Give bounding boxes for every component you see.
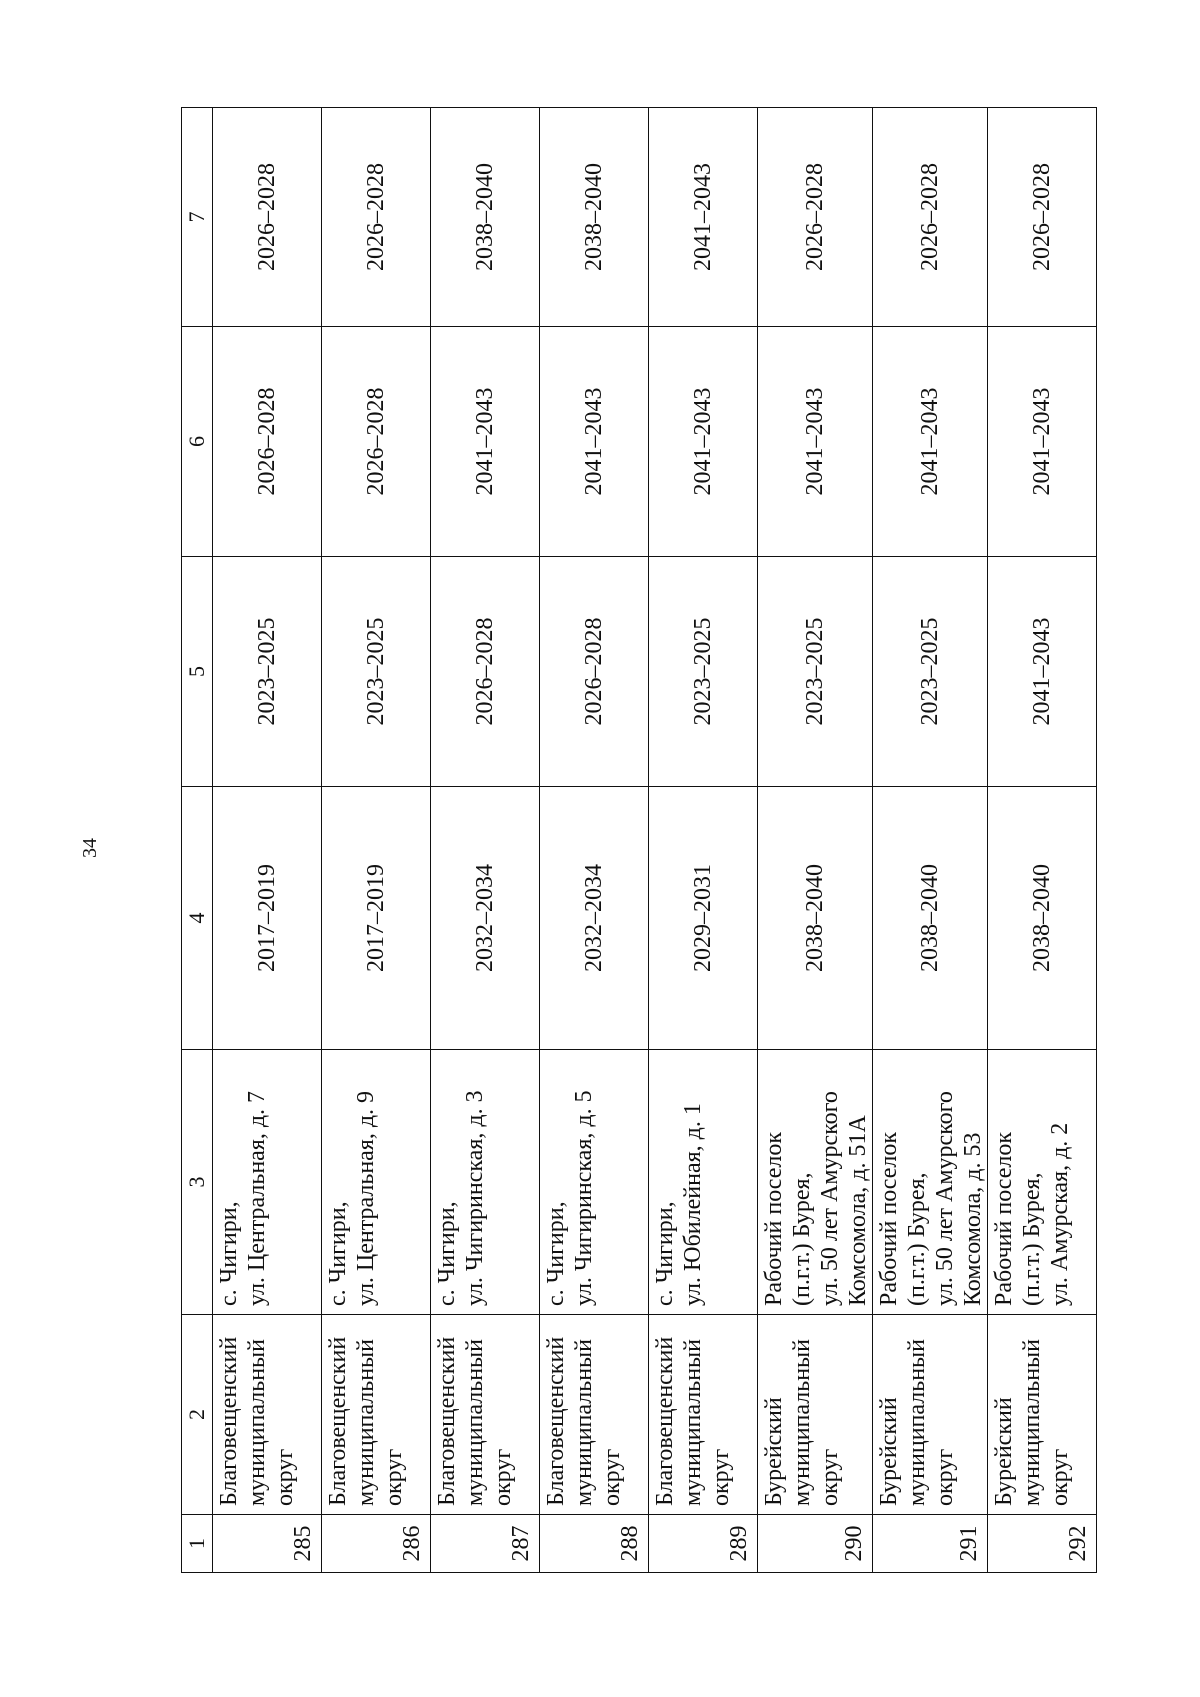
cell-text: 2026–2028 [1029, 163, 1055, 271]
page-number: 34 [79, 838, 101, 858]
table-body [213, 108, 1097, 1573]
period-col5-cell [988, 557, 1097, 787]
period-col6-cell [649, 327, 758, 557]
cell-text: 2017–2019 [254, 864, 280, 972]
cell-text: Бурейский муниципальный округ [876, 1338, 958, 1506]
cell-text: 287 [508, 1525, 534, 1562]
period-col5-cell [540, 557, 649, 787]
period-col7-cell [649, 108, 758, 327]
period-col5-cell [213, 557, 322, 787]
cell-text: 2023–2025 [254, 617, 280, 726]
period-col4-cell [873, 787, 988, 1050]
cell-text: 292 [1065, 1525, 1091, 1562]
cell-text: 2038–2040 [472, 163, 498, 271]
cell-text: 2038–2040 [1029, 864, 1055, 972]
cell-text: Благовещенский муниципальный округ [216, 1336, 298, 1506]
header-cell: 2 [182, 1315, 213, 1515]
cell-text: Благовещенский муниципальный округ [434, 1336, 516, 1506]
cell-text: 291 [956, 1525, 982, 1562]
cell-text: Бурейский муниципальный округ [991, 1338, 1073, 1506]
period-col7-cell [322, 108, 431, 327]
cell-text: 2041–2043 [917, 387, 943, 496]
address-cell [322, 1050, 431, 1315]
table-row [988, 108, 1097, 1573]
row-number-cell [988, 1515, 1097, 1573]
address-cell [758, 1050, 873, 1315]
cell-text: с. Чигири, ул. Чигиринская, д. 3 [434, 1090, 488, 1306]
row-number-cell [649, 1515, 758, 1573]
table-row [540, 108, 649, 1573]
period-col4-cell [758, 787, 873, 1050]
period-col6-cell [431, 327, 540, 557]
municipality-cell [873, 1315, 988, 1515]
schedule-table [181, 107, 1097, 1573]
cell-text: 2029–2031 [690, 864, 716, 972]
period-col4-cell [988, 787, 1097, 1050]
cell-text: 2026–2028 [254, 387, 280, 496]
period-col7-cell [431, 108, 540, 327]
address-cell [988, 1050, 1097, 1315]
cell-text: Рабочий поселок (п.г.т.) Бурея, ул. 50 лет Амурского Комсомола, д. 51А [761, 1091, 871, 1306]
period-col7-cell [213, 108, 322, 327]
cell-text: 285 [290, 1525, 316, 1562]
period-col4-cell [649, 787, 758, 1050]
cell-text: 2026–2028 [363, 387, 389, 496]
municipality-cell [540, 1315, 649, 1515]
cell-text: 2041–2043 [581, 387, 607, 496]
cell-text: 2026–2028 [363, 163, 389, 271]
table-row [873, 108, 988, 1573]
municipality-cell [322, 1315, 431, 1515]
period-col6-cell [322, 327, 431, 557]
table-row [322, 108, 431, 1573]
period-col5-cell [322, 557, 431, 787]
municipality-cell [988, 1315, 1097, 1515]
table-row [758, 108, 873, 1573]
period-col5-cell [873, 557, 988, 787]
cell-text: 2032–2034 [581, 864, 607, 972]
cell-text: 289 [726, 1525, 752, 1562]
cell-text: 286 [399, 1525, 425, 1562]
cell-text: 2023–2025 [690, 617, 716, 726]
row-number-cell [873, 1515, 988, 1573]
cell-text: 2026–2028 [802, 163, 828, 271]
header-cell: 7 [182, 108, 213, 327]
period-col6-cell [873, 327, 988, 557]
municipality-cell [649, 1315, 758, 1515]
cell-text: 2026–2028 [581, 617, 607, 726]
cell-text: 2032–2034 [472, 864, 498, 972]
period-col4-cell [540, 787, 649, 1050]
cell-text: 2026–2028 [254, 163, 280, 271]
cell-text: 2026–2028 [472, 617, 498, 726]
period-col4-cell [322, 787, 431, 1050]
cell-text: с. Чигири, ул. Юбилейная, д. 1 [652, 1103, 706, 1306]
cell-text: с. Чигири, ул. Центральная, д. 9 [325, 1090, 379, 1306]
municipality-cell [213, 1315, 322, 1515]
period-col6-cell [540, 327, 649, 557]
cell-text: 290 [841, 1525, 867, 1562]
header-cell: 1 [182, 1515, 213, 1573]
cell-text: 288 [617, 1525, 643, 1562]
cell-text: 2041–2043 [690, 163, 716, 271]
cell-text: Благовещенский муниципальный округ [652, 1336, 734, 1506]
table-row [431, 108, 540, 1573]
cell-text: 2041–2043 [1029, 387, 1055, 496]
cell-text: Благовещенский муниципальный округ [325, 1336, 407, 1506]
table-row [213, 108, 322, 1573]
municipality-cell [431, 1315, 540, 1515]
period-col7-cell [758, 108, 873, 327]
address-cell [873, 1050, 988, 1315]
cell-text: Рабочий поселок (п.г.т.) Бурея, ул. Амурская, д. 2 [991, 1122, 1073, 1306]
address-cell [649, 1050, 758, 1315]
cell-text: 2023–2025 [802, 617, 828, 726]
row-number-cell [758, 1515, 873, 1573]
address-cell [213, 1050, 322, 1315]
period-col6-cell [988, 327, 1097, 557]
table-container [181, 108, 1091, 1573]
cell-text: 2023–2025 [363, 617, 389, 726]
cell-text: Бурейский муниципальный округ [761, 1338, 843, 1506]
cell-text: с. Чигири, ул. Центральная, д. 7 [216, 1090, 270, 1306]
municipality-cell [758, 1315, 873, 1515]
period-col5-cell [758, 557, 873, 787]
cell-text: 2041–2043 [1029, 617, 1055, 726]
period-col4-cell [213, 787, 322, 1050]
row-number-cell [322, 1515, 431, 1573]
period-col7-cell [540, 108, 649, 327]
cell-text: 2038–2040 [917, 864, 943, 972]
header-cell: 5 [182, 557, 213, 787]
period-col6-cell [758, 327, 873, 557]
period-col4-cell [431, 787, 540, 1050]
cell-text: 2038–2040 [581, 163, 607, 271]
period-col5-cell [649, 557, 758, 787]
row-number-cell [540, 1515, 649, 1573]
cell-text: Благовещенский муниципальный округ [543, 1336, 625, 1506]
table-row [649, 108, 758, 1573]
period-col5-cell [431, 557, 540, 787]
cell-text: 2038–2040 [802, 864, 828, 972]
cell-text: 2041–2043 [472, 387, 498, 496]
address-cell [540, 1050, 649, 1315]
cell-text: Рабочий поселок (п.г.т.) Бурея, ул. 50 лет Амурского Комсомола, д. 53 [876, 1091, 986, 1306]
cell-text: 2023–2025 [917, 617, 943, 726]
period-col6-cell [213, 327, 322, 557]
header-row [182, 108, 213, 1573]
cell-text: 2026–2028 [917, 163, 943, 271]
row-number-cell [431, 1515, 540, 1573]
row-number-cell [213, 1515, 322, 1573]
address-cell [431, 1050, 540, 1315]
header-cell: 3 [182, 1050, 213, 1315]
period-col7-cell [873, 108, 988, 327]
header-cell: 4 [182, 787, 213, 1050]
cell-text: 2041–2043 [690, 387, 716, 496]
cell-text: 2017–2019 [363, 864, 389, 972]
cell-text: 2041–2043 [802, 387, 828, 496]
period-col7-cell [988, 108, 1097, 327]
cell-text: с. Чигири, ул. Чигиринская, д. 5 [543, 1090, 597, 1306]
header-cell: 6 [182, 327, 213, 557]
